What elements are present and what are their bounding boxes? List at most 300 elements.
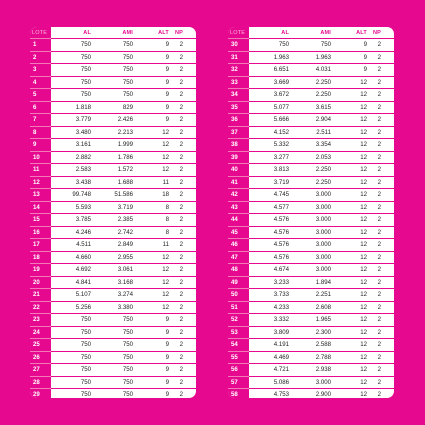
lote-cell: 15 bbox=[30, 214, 51, 227]
lote-cell: 14 bbox=[30, 201, 51, 214]
alt-cell: 12 bbox=[135, 289, 173, 302]
alt-cell: 9 bbox=[135, 76, 173, 89]
al-cell: 750 bbox=[51, 76, 93, 89]
al-cell: 4.469 bbox=[249, 351, 291, 364]
lote-cell: 18 bbox=[30, 251, 51, 264]
table-row bbox=[228, 276, 394, 289]
ami-cell: 750 bbox=[93, 64, 135, 77]
al-cell: 4.246 bbox=[51, 226, 93, 239]
lote-cell: 40 bbox=[228, 164, 249, 177]
ami-cell: 1.999 bbox=[93, 139, 135, 152]
lots-table-left bbox=[30, 27, 196, 398]
np-cell: 2 bbox=[173, 176, 196, 189]
np-cell: 2 bbox=[173, 326, 196, 339]
al-cell: 3.332 bbox=[249, 314, 291, 327]
np-cell: 2 bbox=[173, 126, 196, 139]
lote-cell: 46 bbox=[228, 239, 249, 252]
ami-cell: 750 bbox=[93, 51, 135, 64]
ami-cell: 2.053 bbox=[291, 151, 333, 164]
ami-cell: 2.938 bbox=[291, 364, 333, 377]
np-cell: 2 bbox=[173, 351, 196, 364]
np-cell: 2 bbox=[173, 114, 196, 127]
table-row bbox=[228, 151, 394, 164]
ami-cell: 750 bbox=[93, 314, 135, 327]
alt-cell: 9 bbox=[135, 389, 173, 399]
table-row bbox=[228, 326, 394, 339]
al-cell: 4.511 bbox=[51, 239, 93, 252]
al-cell: 750 bbox=[51, 364, 93, 377]
table-row bbox=[228, 251, 394, 264]
table-row bbox=[228, 139, 394, 152]
alt-cell: 9 bbox=[135, 101, 173, 114]
alt-cell: 12 bbox=[333, 164, 371, 177]
ami-cell: 750 bbox=[93, 326, 135, 339]
ami-cell: 2.250 bbox=[291, 164, 333, 177]
alt-cell: 9 bbox=[135, 39, 173, 52]
np-cell: 2 bbox=[173, 389, 196, 399]
np-cell: 2 bbox=[173, 364, 196, 377]
lote-cell: 36 bbox=[228, 114, 249, 127]
lote-cell: 31 bbox=[228, 51, 249, 64]
alt-cell: 9 bbox=[135, 314, 173, 327]
al-cell: 750 bbox=[51, 339, 93, 352]
al-cell: 4.692 bbox=[51, 264, 93, 277]
table-row bbox=[228, 101, 394, 114]
np-cell: 2 bbox=[173, 201, 196, 214]
table-body bbox=[30, 39, 196, 399]
lote-cell: 26 bbox=[30, 351, 51, 364]
np-cell: 2 bbox=[371, 264, 394, 277]
al-cell: 99.748 bbox=[51, 189, 93, 202]
alt-cell: 12 bbox=[333, 151, 371, 164]
alt-cell: 12 bbox=[333, 389, 371, 399]
alt-cell: 12 bbox=[333, 189, 371, 202]
lots-table-right bbox=[228, 27, 394, 398]
lote-cell: 28 bbox=[30, 376, 51, 389]
ami-cell: 2.385 bbox=[93, 214, 135, 227]
alt-cell: 8 bbox=[135, 201, 173, 214]
np-cell: 2 bbox=[371, 164, 394, 177]
lote-cell: 10 bbox=[30, 151, 51, 164]
alt-cell: 12 bbox=[333, 351, 371, 364]
alt-cell: 12 bbox=[135, 251, 173, 264]
table-row bbox=[228, 376, 394, 389]
table-row bbox=[228, 176, 394, 189]
lots-table bbox=[228, 27, 394, 398]
lots-table bbox=[30, 27, 196, 398]
header-lote: LOTE bbox=[30, 27, 51, 39]
alt-cell: 12 bbox=[333, 264, 371, 277]
ami-cell: 3.000 bbox=[291, 214, 333, 227]
table-row bbox=[228, 339, 394, 352]
np-cell: 2 bbox=[371, 376, 394, 389]
ami-cell: 750 bbox=[93, 76, 135, 89]
al-cell: 4.753 bbox=[249, 389, 291, 399]
alt-cell: 9 bbox=[135, 364, 173, 377]
al-cell: 4.577 bbox=[249, 201, 291, 214]
al-cell: 3.277 bbox=[249, 151, 291, 164]
np-cell: 2 bbox=[371, 301, 394, 314]
ami-cell: 3.615 bbox=[291, 101, 333, 114]
lote-cell: 32 bbox=[228, 64, 249, 77]
alt-cell: 9 bbox=[135, 64, 173, 77]
table-row bbox=[30, 239, 196, 252]
ami-cell: 2.250 bbox=[291, 176, 333, 189]
al-cell: 3.438 bbox=[51, 176, 93, 189]
alt-cell: 12 bbox=[333, 314, 371, 327]
np-cell: 2 bbox=[371, 314, 394, 327]
table-row bbox=[30, 39, 196, 52]
lote-cell: 22 bbox=[30, 301, 51, 314]
table-row bbox=[30, 364, 196, 377]
np-cell: 2 bbox=[173, 251, 196, 264]
table-row bbox=[30, 76, 196, 89]
table-row bbox=[30, 64, 196, 77]
table-row bbox=[30, 326, 196, 339]
al-cell: 2.583 bbox=[51, 164, 93, 177]
al-cell: 3.779 bbox=[51, 114, 93, 127]
alt-cell: 12 bbox=[333, 289, 371, 302]
table-row bbox=[30, 301, 196, 314]
alt-cell: 12 bbox=[333, 339, 371, 352]
ami-cell: 750 bbox=[291, 39, 333, 52]
lote-cell: 56 bbox=[228, 364, 249, 377]
table-row bbox=[30, 339, 196, 352]
alt-cell: 11 bbox=[135, 176, 173, 189]
alt-cell: 9 bbox=[333, 51, 371, 64]
al-cell: 3.669 bbox=[249, 76, 291, 89]
header-np: NP bbox=[174, 29, 183, 36]
np-cell: 2 bbox=[173, 226, 196, 239]
table-row bbox=[30, 51, 196, 64]
alt-cell: 8 bbox=[135, 226, 173, 239]
alt-cell: 12 bbox=[135, 139, 173, 152]
lote-cell: 54 bbox=[228, 339, 249, 352]
np-cell: 2 bbox=[173, 76, 196, 89]
al-cell: 3.809 bbox=[249, 326, 291, 339]
header-alt: ALT bbox=[356, 29, 367, 36]
header-alt: ALT bbox=[158, 29, 169, 36]
lote-cell: 48 bbox=[228, 264, 249, 277]
ami-cell: 1.894 bbox=[291, 276, 333, 289]
np-cell: 2 bbox=[173, 314, 196, 327]
np-cell: 2 bbox=[371, 114, 394, 127]
al-cell: 3.785 bbox=[51, 214, 93, 227]
lote-cell: 42 bbox=[228, 189, 249, 202]
al-cell: 4.841 bbox=[51, 276, 93, 289]
lote-cell: 34 bbox=[228, 89, 249, 102]
np-cell: 2 bbox=[173, 289, 196, 302]
ami-cell: 2.426 bbox=[93, 114, 135, 127]
table-row bbox=[30, 376, 196, 389]
table-row bbox=[30, 114, 196, 127]
alt-cell: 12 bbox=[333, 364, 371, 377]
np-cell: 2 bbox=[371, 126, 394, 139]
np-cell: 2 bbox=[371, 39, 394, 52]
alt-cell: 12 bbox=[135, 126, 173, 139]
lote-cell: 44 bbox=[228, 214, 249, 227]
ami-cell: 750 bbox=[93, 389, 135, 399]
ami-cell: 750 bbox=[93, 351, 135, 364]
al-cell: 750 bbox=[51, 326, 93, 339]
ami-cell: 3.719 bbox=[93, 201, 135, 214]
table-row bbox=[228, 214, 394, 227]
al-cell: 4.576 bbox=[249, 239, 291, 252]
ami-cell: 1.786 bbox=[93, 151, 135, 164]
table-row bbox=[228, 364, 394, 377]
lote-cell: 29 bbox=[30, 389, 51, 399]
np-cell: 2 bbox=[371, 326, 394, 339]
np-cell: 2 bbox=[371, 239, 394, 252]
al-cell: 4.576 bbox=[249, 226, 291, 239]
np-cell: 2 bbox=[371, 76, 394, 89]
table-row bbox=[30, 201, 196, 214]
alt-cell: 12 bbox=[333, 214, 371, 227]
alt-cell: 12 bbox=[333, 76, 371, 89]
np-cell: 2 bbox=[173, 276, 196, 289]
np-cell: 2 bbox=[173, 339, 196, 352]
ami-cell: 2.213 bbox=[93, 126, 135, 139]
table-header bbox=[30, 27, 196, 39]
ami-cell: 750 bbox=[93, 89, 135, 102]
lote-cell: 9 bbox=[30, 139, 51, 152]
table-row bbox=[228, 164, 394, 177]
np-cell: 2 bbox=[371, 364, 394, 377]
table-row bbox=[228, 201, 394, 214]
table-row bbox=[30, 226, 196, 239]
lote-cell: 45 bbox=[228, 226, 249, 239]
ami-cell: 2.250 bbox=[291, 76, 333, 89]
np-cell: 2 bbox=[173, 239, 196, 252]
lote-cell: 52 bbox=[228, 314, 249, 327]
alt-cell: 12 bbox=[135, 276, 173, 289]
np-cell: 2 bbox=[371, 89, 394, 102]
alt-cell: 12 bbox=[333, 276, 371, 289]
np-cell: 2 bbox=[371, 339, 394, 352]
al-cell: 4.745 bbox=[249, 189, 291, 202]
np-cell: 2 bbox=[371, 289, 394, 302]
header-al: AL bbox=[83, 29, 91, 36]
alt-cell: 12 bbox=[333, 89, 371, 102]
header-al: AL bbox=[281, 29, 289, 36]
al-cell: 5.086 bbox=[249, 376, 291, 389]
table-row bbox=[228, 289, 394, 302]
np-cell: 2 bbox=[371, 64, 394, 77]
lote-cell: 17 bbox=[30, 239, 51, 252]
ami-cell: 1.572 bbox=[93, 164, 135, 177]
alt-cell: 12 bbox=[333, 126, 371, 139]
table-row bbox=[30, 289, 196, 302]
lote-cell: 4 bbox=[30, 76, 51, 89]
al-cell: 5.593 bbox=[51, 201, 93, 214]
al-cell: 6.651 bbox=[249, 64, 291, 77]
ami-cell: 1.965 bbox=[291, 314, 333, 327]
al-cell: 3.813 bbox=[249, 164, 291, 177]
al-cell: 3.733 bbox=[249, 289, 291, 302]
np-cell: 2 bbox=[173, 151, 196, 164]
lote-cell: 21 bbox=[30, 289, 51, 302]
al-cell: 3.719 bbox=[249, 176, 291, 189]
table-row bbox=[30, 89, 196, 102]
al-cell: 750 bbox=[51, 64, 93, 77]
alt-cell: 9 bbox=[135, 51, 173, 64]
np-cell: 2 bbox=[173, 301, 196, 314]
lote-cell: 55 bbox=[228, 351, 249, 364]
np-cell: 2 bbox=[371, 139, 394, 152]
ami-cell: 750 bbox=[93, 339, 135, 352]
lote-cell: 33 bbox=[228, 76, 249, 89]
al-cell: 3.480 bbox=[51, 126, 93, 139]
al-cell: 4.674 bbox=[249, 264, 291, 277]
ami-cell: 2.849 bbox=[93, 239, 135, 252]
ami-cell: 1.688 bbox=[93, 176, 135, 189]
al-cell: 750 bbox=[51, 376, 93, 389]
table-row bbox=[30, 351, 196, 364]
alt-cell: 9 bbox=[135, 114, 173, 127]
al-cell: 5.332 bbox=[249, 139, 291, 152]
alt-cell: 12 bbox=[333, 326, 371, 339]
al-cell: 750 bbox=[51, 89, 93, 102]
ami-cell: 2.900 bbox=[291, 389, 333, 399]
alt-cell: 9 bbox=[135, 376, 173, 389]
np-cell: 2 bbox=[371, 214, 394, 227]
table-row bbox=[30, 389, 196, 399]
header-ami: AMI bbox=[320, 29, 331, 36]
np-cell: 2 bbox=[371, 226, 394, 239]
lote-cell: 50 bbox=[228, 289, 249, 302]
alt-cell: 12 bbox=[333, 251, 371, 264]
ami-cell: 51.586 bbox=[93, 189, 135, 202]
table-row bbox=[228, 89, 394, 102]
al-cell: 3.672 bbox=[249, 89, 291, 102]
lote-cell: 51 bbox=[228, 301, 249, 314]
ami-cell: 2.300 bbox=[291, 326, 333, 339]
np-cell: 2 bbox=[371, 101, 394, 114]
np-cell: 2 bbox=[173, 164, 196, 177]
table-row bbox=[228, 314, 394, 327]
np-cell: 2 bbox=[371, 201, 394, 214]
al-cell: 750 bbox=[51, 51, 93, 64]
table-row bbox=[30, 164, 196, 177]
al-cell: 4.721 bbox=[249, 364, 291, 377]
ami-cell: 3.354 bbox=[291, 139, 333, 152]
lote-cell: 35 bbox=[228, 101, 249, 114]
alt-cell: 9 bbox=[135, 351, 173, 364]
al-cell: 5.256 bbox=[51, 301, 93, 314]
al-cell: 4.233 bbox=[249, 301, 291, 314]
ami-cell: 1.963 bbox=[291, 51, 333, 64]
lote-cell: 49 bbox=[228, 276, 249, 289]
lote-cell: 6 bbox=[30, 101, 51, 114]
header-np: NP bbox=[372, 29, 381, 36]
ami-cell: 3.380 bbox=[93, 301, 135, 314]
al-cell: 4.660 bbox=[51, 251, 93, 264]
ami-cell: 3.000 bbox=[291, 226, 333, 239]
np-cell: 2 bbox=[173, 64, 196, 77]
lote-cell: 1 bbox=[30, 39, 51, 52]
np-cell: 2 bbox=[371, 151, 394, 164]
lote-cell: 30 bbox=[228, 39, 249, 52]
al-cell: 4.576 bbox=[249, 214, 291, 227]
ami-cell: 2.742 bbox=[93, 226, 135, 239]
table-row bbox=[30, 276, 196, 289]
ami-cell: 2.608 bbox=[291, 301, 333, 314]
alt-cell: 12 bbox=[333, 376, 371, 389]
table-header bbox=[228, 27, 394, 39]
ami-cell: 2.955 bbox=[93, 251, 135, 264]
alt-cell: 12 bbox=[333, 239, 371, 252]
header-ami: AMI bbox=[122, 29, 133, 36]
table-row bbox=[30, 139, 196, 152]
ami-cell: 750 bbox=[93, 39, 135, 52]
alt-cell: 9 bbox=[135, 339, 173, 352]
lote-cell: 24 bbox=[30, 326, 51, 339]
np-cell: 2 bbox=[371, 276, 394, 289]
np-cell: 2 bbox=[173, 376, 196, 389]
alt-cell: 12 bbox=[333, 301, 371, 314]
table-row bbox=[228, 301, 394, 314]
lote-cell: 38 bbox=[228, 139, 249, 152]
table-row bbox=[30, 101, 196, 114]
lote-cell: 57 bbox=[228, 376, 249, 389]
np-cell: 2 bbox=[371, 351, 394, 364]
al-cell: 1.963 bbox=[249, 51, 291, 64]
ami-cell: 2.588 bbox=[291, 339, 333, 352]
alt-cell: 12 bbox=[333, 226, 371, 239]
table-row bbox=[30, 264, 196, 277]
ami-cell: 3.000 bbox=[291, 201, 333, 214]
al-cell: 5.077 bbox=[249, 101, 291, 114]
al-cell: 4.152 bbox=[249, 126, 291, 139]
lote-cell: 3 bbox=[30, 64, 51, 77]
np-cell: 2 bbox=[173, 264, 196, 277]
table-row bbox=[30, 126, 196, 139]
ami-cell: 3.061 bbox=[93, 264, 135, 277]
table-row bbox=[228, 351, 394, 364]
np-cell: 2 bbox=[173, 39, 196, 52]
np-cell: 2 bbox=[173, 101, 196, 114]
np-cell: 2 bbox=[173, 214, 196, 227]
ami-cell: 3.000 bbox=[291, 376, 333, 389]
table-row bbox=[228, 189, 394, 202]
al-cell: 750 bbox=[51, 314, 93, 327]
alt-cell: 12 bbox=[135, 164, 173, 177]
table-row bbox=[30, 314, 196, 327]
np-cell: 2 bbox=[371, 251, 394, 264]
alt-cell: 12 bbox=[135, 151, 173, 164]
lote-cell: 12 bbox=[30, 176, 51, 189]
lote-cell: 19 bbox=[30, 264, 51, 277]
np-cell: 2 bbox=[371, 389, 394, 399]
table-row bbox=[228, 239, 394, 252]
table-row bbox=[228, 64, 394, 77]
al-cell: 750 bbox=[51, 389, 93, 399]
alt-cell: 9 bbox=[333, 64, 371, 77]
ami-cell: 3.000 bbox=[291, 239, 333, 252]
lote-cell: 2 bbox=[30, 51, 51, 64]
ami-cell: 3.000 bbox=[291, 251, 333, 264]
lote-cell: 37 bbox=[228, 126, 249, 139]
ami-cell: 2.511 bbox=[291, 126, 333, 139]
ami-cell: 2.788 bbox=[291, 351, 333, 364]
ami-cell: 3.168 bbox=[93, 276, 135, 289]
np-cell: 2 bbox=[173, 139, 196, 152]
al-cell: 2.882 bbox=[51, 151, 93, 164]
lote-cell: 27 bbox=[30, 364, 51, 377]
table-row bbox=[228, 39, 394, 52]
table-row bbox=[228, 126, 394, 139]
table-row bbox=[30, 189, 196, 202]
